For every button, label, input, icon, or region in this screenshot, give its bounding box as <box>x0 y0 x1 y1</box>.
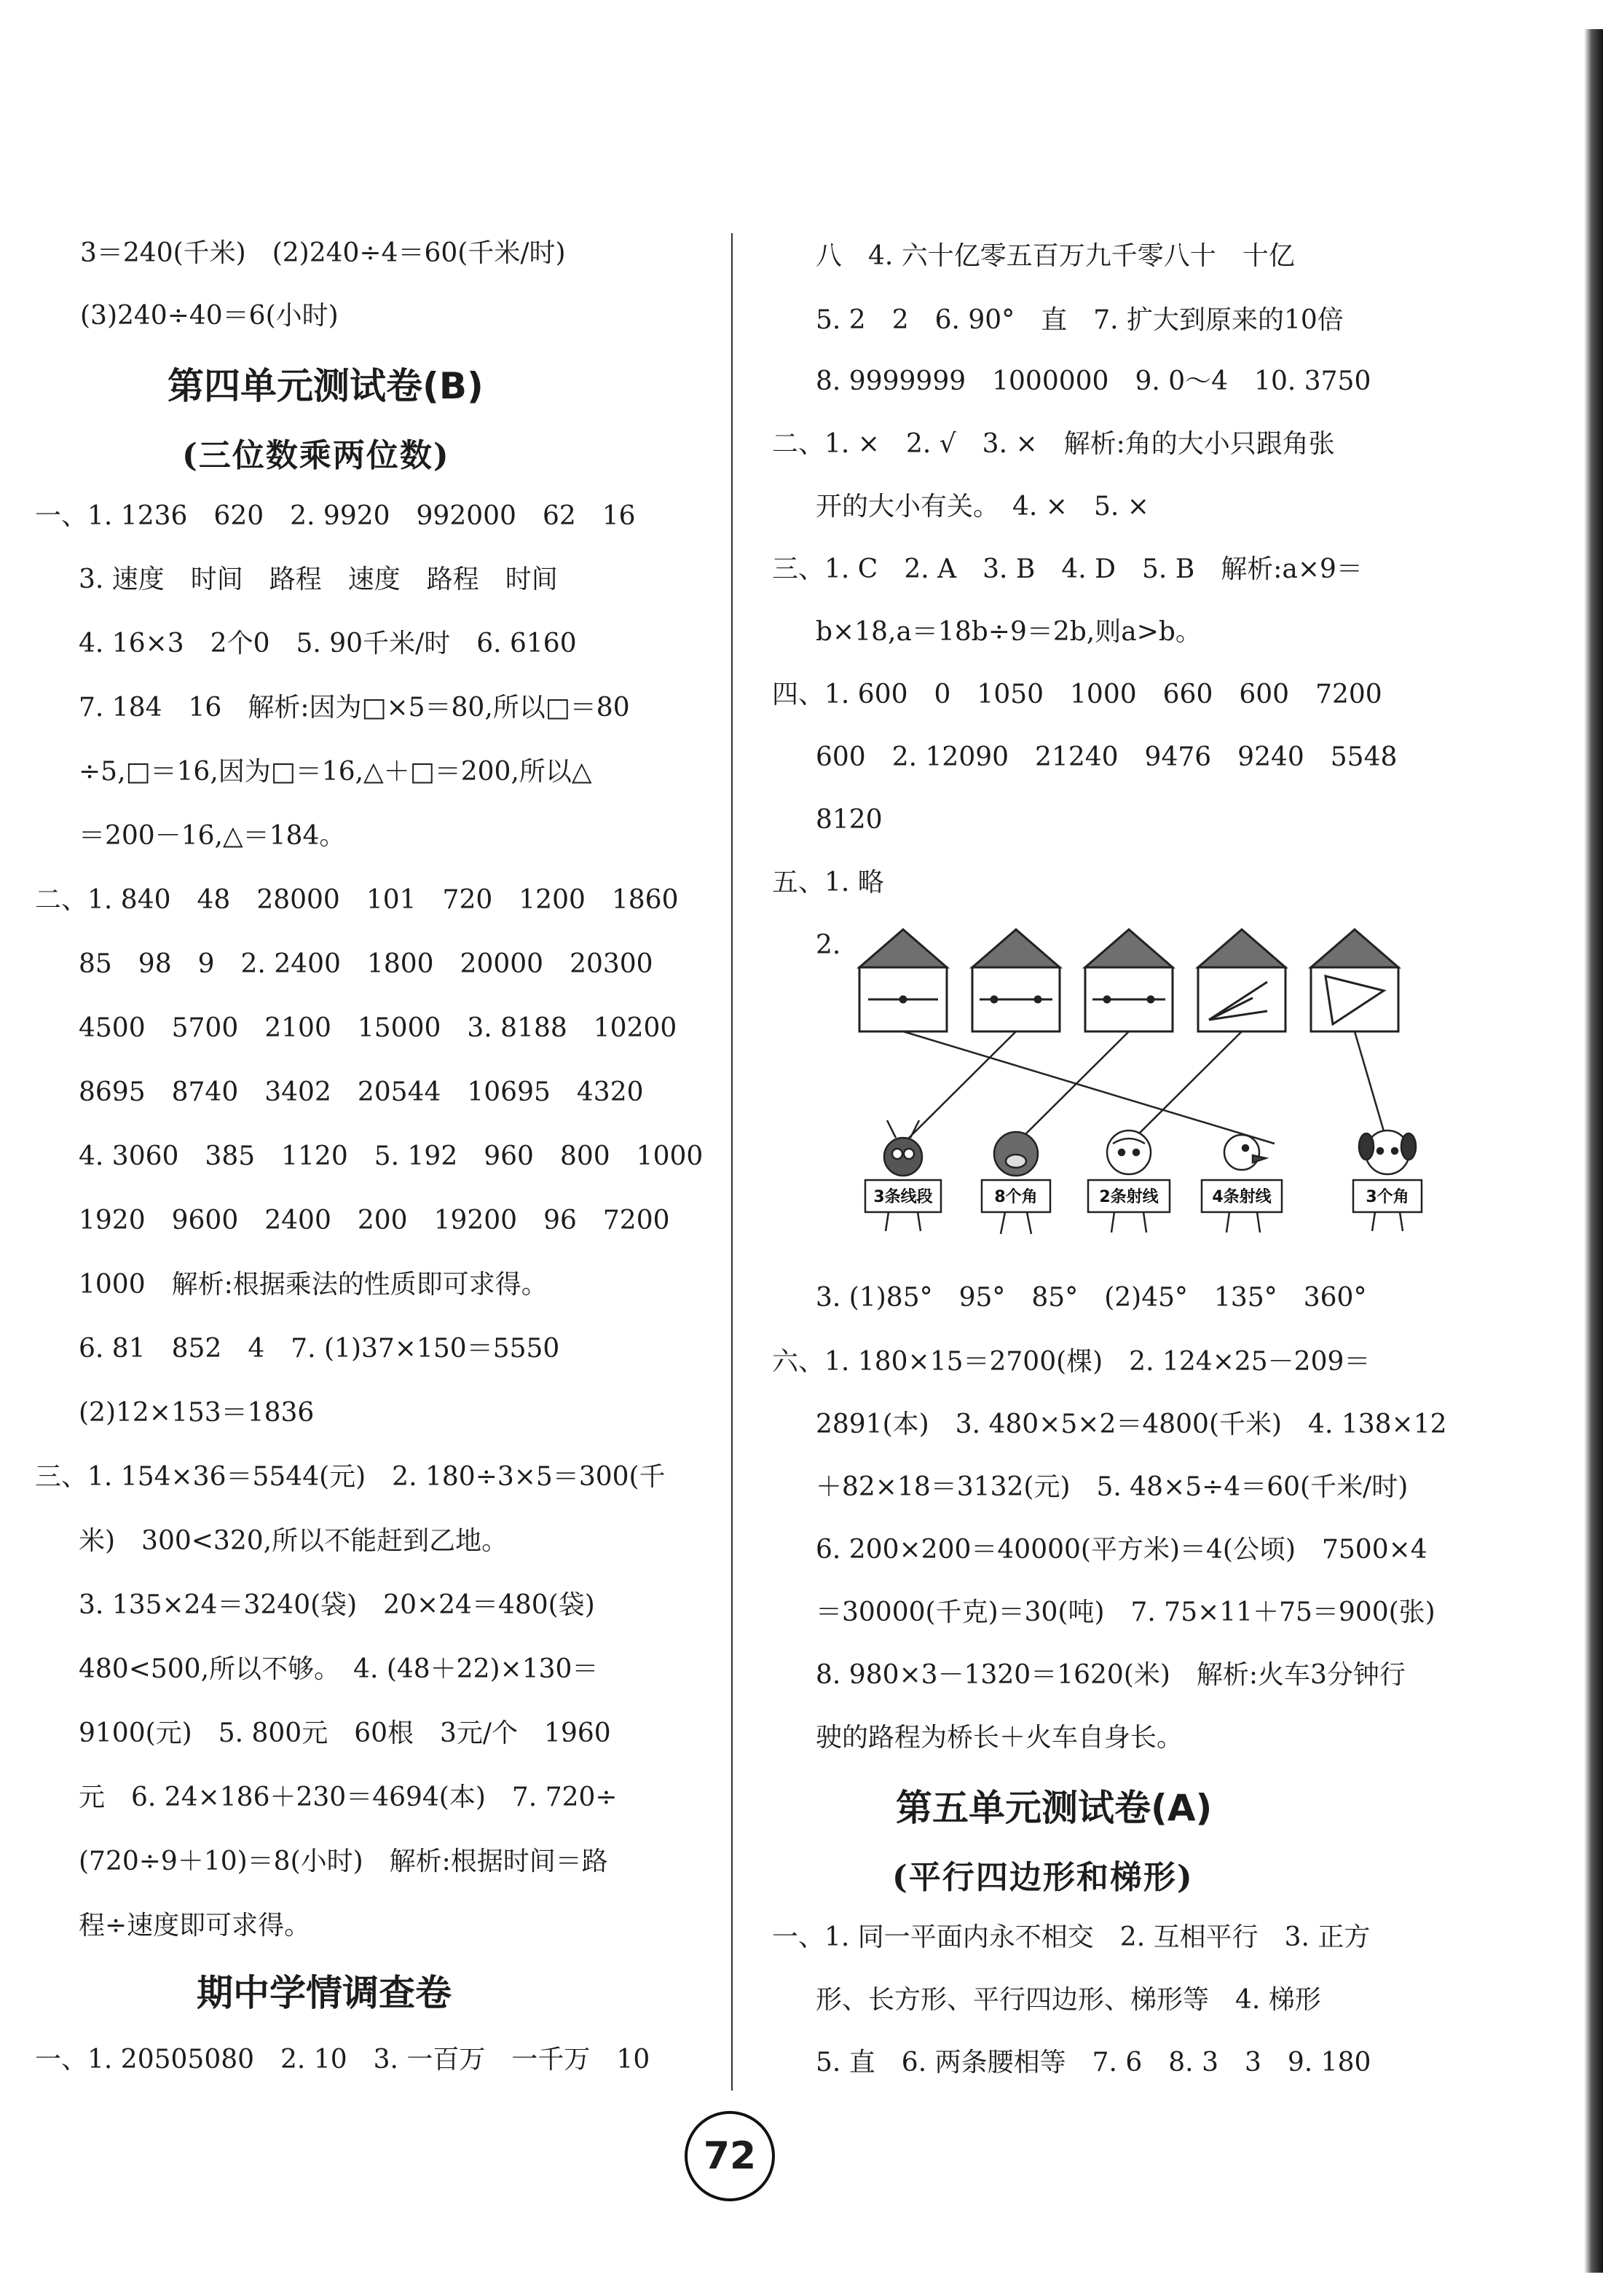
answer-line: ＝30000(千克)＝30(吨) 7. 75×11＋75＝900(张) <box>816 1597 1435 1627</box>
section-subtitle-unit4b: (三位数乘两位数) <box>182 437 450 474</box>
answer-line: 9100(元) 5. 800元 60根 3元/个 1960 <box>79 1718 611 1748</box>
figure-label: 2. <box>816 930 841 960</box>
answer-line: 二、1. 840 48 28000 101 720 1200 1860 <box>35 885 679 915</box>
segment-point <box>900 996 906 1002</box>
answer-line: 八 4. 六十亿零五百万九千零八十 十亿 <box>816 241 1295 271</box>
answer-line: ÷5,□＝16,因为□＝16,△＋□＝200,所以△ <box>79 757 592 787</box>
answer-line: 8695 8740 3402 20544 10695 4320 <box>79 1077 644 1107</box>
pig-creature-icon <box>982 1132 1050 1234</box>
answer-line: 600 2. 12090 21240 9476 9240 5548 <box>816 742 1398 772</box>
card-label: 8个角 <box>994 1188 1038 1206</box>
section-title-midterm: 期中学情调查卷 <box>197 1972 452 2014</box>
answer-line: 三、1. 154×36＝5544(元) 2. 180÷3×5＝300(千 <box>35 1462 666 1492</box>
dog-creature-icon <box>1353 1131 1422 1231</box>
answer-line: 4500 5700 2100 15000 3. 8188 10200 <box>79 1013 677 1043</box>
answer-line: 三、1. C 2. A 3. B 4. D 5. B 解析:a×9＝ <box>772 554 1363 584</box>
answer-line: 一、1. 20505080 2. 10 3. 一百万 一千万 10 <box>35 2045 650 2075</box>
card-label: 4条射线 <box>1212 1188 1272 1206</box>
house-triangle <box>1311 929 1398 1031</box>
answer-line: 程÷速度即可求得。 <box>79 1911 311 1941</box>
page-number: 72 <box>685 2111 775 2201</box>
answer-line: 开的大小有关。 4. × 5. × <box>816 492 1149 522</box>
answer-line: 480<500,所以不够。 4. (48＋22)×130＝ <box>79 1654 599 1684</box>
answer-line: 7. 184 16 解析:因为□×5＝80,所以□＝80 <box>79 693 630 723</box>
card-label: 3条线段 <box>873 1188 933 1206</box>
answer-line: 六、1. 180×15＝2700(棵) 2. 124×25－209＝ <box>772 1347 1371 1377</box>
duck-creature-icon <box>1202 1135 1282 1232</box>
section-title-unit5a: 第五单元测试卷(A) <box>896 1787 1213 1829</box>
answer-line: 3. 135×24＝3240(袋) 20×24＝480(袋) <box>79 1590 595 1620</box>
answer-line: (3)240÷40＝6(小时) <box>80 301 339 331</box>
creature-cards <box>865 1120 1422 1234</box>
answer-line: 五、1. 略 <box>772 868 884 897</box>
answer-line: 3. 速度 时间 路程 速度 路程 时间 <box>79 565 558 594</box>
answer-line: 4. 3060 385 1120 5. 192 960 800 1000 <box>79 1141 704 1171</box>
answer-line: 4. 16×3 2个0 5. 90千米/时 6. 6160 <box>79 629 577 658</box>
answer-line: 驶的路程为桥长＋火车自身长。 <box>816 1723 1183 1753</box>
answer-line: b×18,a＝18b÷9＝2b,则a>b。 <box>816 617 1202 647</box>
answer-line: 四、1. 600 0 1050 1000 660 600 7200 <box>772 680 1382 709</box>
house-angle <box>1198 929 1285 1031</box>
answer-line: 2891(本) 3. 480×5×2＝4800(千米) 4. 138×12 <box>816 1410 1447 1439</box>
card-label: 2条射线 <box>1099 1188 1159 1206</box>
answer-line: 3. (1)85° 95° 85° (2)45° 135° 360° <box>816 1283 1367 1313</box>
matching-figure <box>845 925 1442 1267</box>
answer-line: 5. 2 2 6. 90° 直 7. 扩大到原来的10倍 <box>816 305 1344 335</box>
answer-line: 米) 300<320,所以不能赶到乙地。 <box>79 1526 508 1556</box>
answer-line: 8. 980×3－1320＝1620(米) 解析:火车3分钟行 <box>816 1660 1406 1690</box>
section-title-unit4b: 第四单元测试卷(B) <box>168 365 484 407</box>
section-subtitle-unit5a: (平行四边形和梯形) <box>892 1859 1194 1896</box>
matching-lines <box>903 1031 1387 1144</box>
answer-line: 3＝240(千米) (2)240÷4＝60(千米/时) <box>80 238 566 268</box>
ant-creature-icon <box>865 1120 941 1231</box>
answer-line: 元 6. 24×186＋230＝4694(本) 7. 720÷ <box>79 1782 618 1812</box>
answer-line: ＝200－16,△＝184。 <box>79 821 346 851</box>
answer-line: 5. 直 6. 两条腰相等 7. 6 8. 3 3 9. 180 <box>816 2048 1371 2077</box>
answer-line: 一、1. 1236 620 2. 9920 992000 62 16 <box>35 501 636 531</box>
answer-line: 6. 200×200＝40000(平方米)＝4(公顷) 7500×4 <box>816 1535 1427 1565</box>
answer-line: 6. 81 852 4 7. (1)37×150＝5550 <box>79 1334 560 1364</box>
answer-line: 1000 解析:根据乘法的性质即可求得。 <box>79 1270 548 1300</box>
page-edge-shadow <box>1584 29 1603 2273</box>
answer-line: 形、长方形、平行四边形、梯形等 4. 梯形 <box>816 1985 1321 2015</box>
answer-line: (720÷9＋10)＝8(小时) 解析:根据时间＝路 <box>79 1847 608 1876</box>
card-label: 3个角 <box>1366 1188 1409 1206</box>
column-divider <box>731 233 733 2091</box>
answer-line: ＋82×18＝3132(元) 5. 48×5÷4＝60(千米/时) <box>816 1472 1409 1502</box>
answer-line: (2)12×153＝1836 <box>79 1398 315 1428</box>
house-segment <box>859 929 947 1031</box>
answer-line: 85 98 9 2. 2400 1800 20000 20300 <box>79 949 653 979</box>
answer-line: 1920 9600 2400 200 19200 96 7200 <box>79 1206 670 1235</box>
tiger-creature-icon <box>1088 1131 1170 1232</box>
answer-line: 二、1. × 2. √ 3. × 解析:角的大小只跟角张 <box>772 429 1335 459</box>
house-ray <box>972 929 1060 1031</box>
answer-line: 8120 <box>816 805 883 835</box>
answer-line: 一、1. 同一平面内永不相交 2. 互相平行 3. 正方 <box>772 1922 1371 1952</box>
answer-line: 8. 9999999 1000000 9. 0～4 10. 3750 <box>816 366 1371 396</box>
house-line <box>1085 929 1173 1031</box>
